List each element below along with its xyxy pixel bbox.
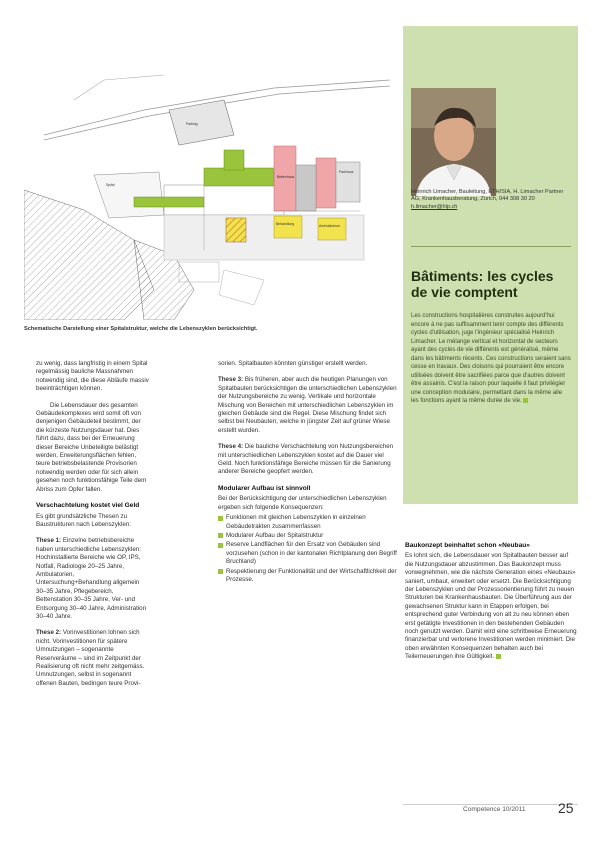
col3-paragraph-text: Es lohnt sich, die Lebensdauer von Spitalbauten besser auf die Nutzungsdauer abzustimmen. Das Baukonzept muss vorwegnehmen, wie die nächste Generation eines «Neubaus» saniert, umbaut, erweitert oder ersetzt. Die Berücksichtigung der Lebenszyklen und der Prozessorientierung führt zu neuen Strukturen bei Krankenhausbauten. Die Überführung aus der gewachsenen Struktur kann in Etappen erfolgen, bei entsprechend guter Verbindung von alt zu neu können eben erst getätigte Investitionen in den bestehenden Gebäuden noch genutzt werden. Damit wird eine schrittweise Erneuerung finanzierbar und verlorene Investitionen werden minimiert. Die oben erwähnten Konsequenzen behalten auch bei Teilerneuerungen ihre Gültigkeit. [405, 552, 577, 661]
plan-label-spital: Spital [106, 183, 115, 187]
page-number: 25 [558, 800, 574, 816]
bullet-square-icon [218, 533, 223, 538]
col1-paragraph-1: zu wenig, dass langfristig in einem Spital regelmässig bauliche Massnahmen notwendig sind, die diese Abläufe massiv beeinträchtigen können. [36, 360, 149, 393]
portrait-photo [411, 88, 496, 196]
text-column-1 [36, 360, 149, 696]
bullet-text: Modularer Aufbau der Spitalstruktur [226, 531, 324, 539]
these-3-text: Bis früheren, aber auch die heutigen Planungen von Spitalbauten berücksichtigen die unterschiedlichen Lebenszyklen der Nutzungsbereiche zu wenig. Vertikale und horizontale Mischung von Bereichen mit unterschiedlichen Lebenszyklen im gleichen Gebäude sind die Regel. Diese Mischung findet sich selbst bei Neubauten, welche in jüngster Zeit auf grüner Wiese erstellt wurden. [218, 376, 397, 434]
text-column-3 [405, 542, 577, 670]
these-1-label: These 1: [36, 537, 62, 545]
bullet-item [218, 541, 398, 566]
footer-magazine: Competence 10/2011 [463, 806, 526, 813]
these-3-label: These 3: [218, 376, 244, 384]
sidebar-body-text [411, 312, 571, 406]
bullet-item [218, 532, 398, 540]
sidebar-body: Les constructions hospitalières construites aujourd'hui encore à ne pas suffisamment tenir compte des différents cycles d'utilisation, juge l'ingénieur spécialisé Heinrich Limacher. Le mélange vertical et horizontal de secteurs ayant des cycles de vie différents est généralisé, même dans les bâtiments récents. Ces constructions seraient sans cesse en travaux. Des cloisons qui pourraient être encore utilisées doivent être sacrifiées parce que d'autres doivent être assainis. C'est la raison pour laquelle il faut privilégier une conception modulaire, permettant dans la même aile les fonctions ayant la même durée de vie. [411, 313, 571, 404]
col1-paragraph-3: Es gibt grundsätzliche Thesen zu Baustrukturen nach Lebenszyklen: [36, 512, 131, 528]
these-2-label: These 2: [36, 629, 62, 637]
site-plan-drawing [24, 40, 390, 320]
bullet-square-icon [218, 516, 223, 521]
plan-label-behandlung: Behandlung [276, 222, 295, 226]
col2-paragraph-1: sorien. Spitalbauten könnten günstiger erstellt werden. [218, 360, 368, 367]
these-1-text: Einzelne betriebsbereiche haben unterschiedliche Lebenszyklen: Hochinstallierte Bereiche wie OP, IPS, Notfall, Radiologie 20–25 Jahre, Ambulatorien, Untersuchung+Behandlung allgemein 30–35 Jahre, Pflegebereich, Bettenstation 30–35 Jahre, Ver- und Entsorgung 30–40 Jahre, Administration 30–40 Jahre. [36, 537, 147, 620]
col3-subheading: Baukonzept beinhaltet schon «Neubau» [405, 542, 530, 549]
sidebar-divider [411, 246, 571, 247]
footer-rule [403, 804, 578, 805]
plan-label-parking: Parking [186, 122, 198, 126]
plan-label-ambulatorium: Ambulatorium [319, 224, 340, 228]
person-info [411, 189, 571, 211]
person-info-text: Heinrich Limacher, Bauleitung, ETH/SIA, H. Limacher Partner AG, Krankenhausberatung, Zürich, 044 308 30 20 [411, 189, 564, 203]
col1-paragraph-2: Die Lebensdauer des gesamten Gebäudekomplexes wird somit oft von denjenigen Gebäudeteil bestimmt, der die kürzeste Nutzungsdauer hat. Dies führt dazu, dass bei der Erneuerung dieser Bereiche Unbeteiligte belästigt werden, Erweiterungsflächen fehlen, teure betriebsbelastende Provisorien notwendig werden oder für sich allein gesehen noch funktionsfähige Teile dem Abriss zum Opfer fallen. [36, 401, 147, 493]
end-square-icon [523, 398, 528, 403]
text-column-2 [218, 360, 398, 585]
these-2-text: Vorinvestitionen lohnen sich nicht. Vorinvestitionen für spätere Umnutzungen – sogenannte Reserveräume – sind im Zeitpunkt der Realisierung oft nicht mehr zeitgemäss. Umnutzungen, selbst in sogenannt offenen Bauten, bedingen teure Provi- [36, 629, 145, 687]
bullet-text: Respektierung der Funktionalität und der Wirtschaftlichkeit der Prozesse. [226, 567, 397, 583]
bullet-square-icon [218, 569, 223, 574]
plan-label-parkhaus: Parkhaus [339, 170, 354, 174]
person-email-link[interactable]: h.limacher@hlp.ch [411, 203, 458, 210]
bullet-text: Reserve Landflächen für den Ersatz von Gebäuden sind vorzusehen (schon in der kantonalen Richtplanung den Begriff Bruchland) [226, 541, 397, 566]
col2-paragraph-2: Bei der Berücksichtigung der unterschiedlichen Lebenszyklen ergeben sich folgende Konsequenzen: [218, 495, 387, 511]
end-square-icon [496, 654, 501, 659]
sidebar-box [403, 26, 578, 504]
site-plan-figure [24, 40, 390, 320]
col1-subheading: Verschachtelung kostet viel Geld [36, 502, 140, 510]
sidebar-headline: Bâtiments: les cycles de vie comptent [411, 268, 554, 300]
these-4 [218, 443, 398, 477]
these-1 [36, 537, 149, 621]
col3-paragraph-1 [405, 552, 577, 661]
figure-caption: Schematische Darstellung einer Spitalstruktur, welche die Lebenszyklen berücksichtigt. [24, 326, 258, 332]
bullet-square-icon [218, 543, 223, 548]
these-2 [36, 629, 149, 688]
col2-subheading: Modularer Aufbau ist sinnvoll [218, 484, 311, 492]
these-4-text: Die bauliche Verschachtelung von Nutzungsbereichen mit unterschiedlichen Lebenszyklen kostet auf die Dauer viel Geld. Noch funktionsfähige Bereiche müssen für die Sanierung anderer Bereiche geopfert werden. [218, 443, 394, 476]
bullet-item [218, 514, 398, 531]
these-4-label: These 4: [218, 443, 244, 451]
plan-label-bettenhaus: Bettenhaus [277, 175, 295, 179]
bullet-text: Funktionen mit gleichen Lebenszyklen in einzelnen Gebäudetrakten zusammenfassen [226, 514, 366, 530]
these-3 [218, 376, 398, 435]
bullet-item [218, 568, 398, 585]
